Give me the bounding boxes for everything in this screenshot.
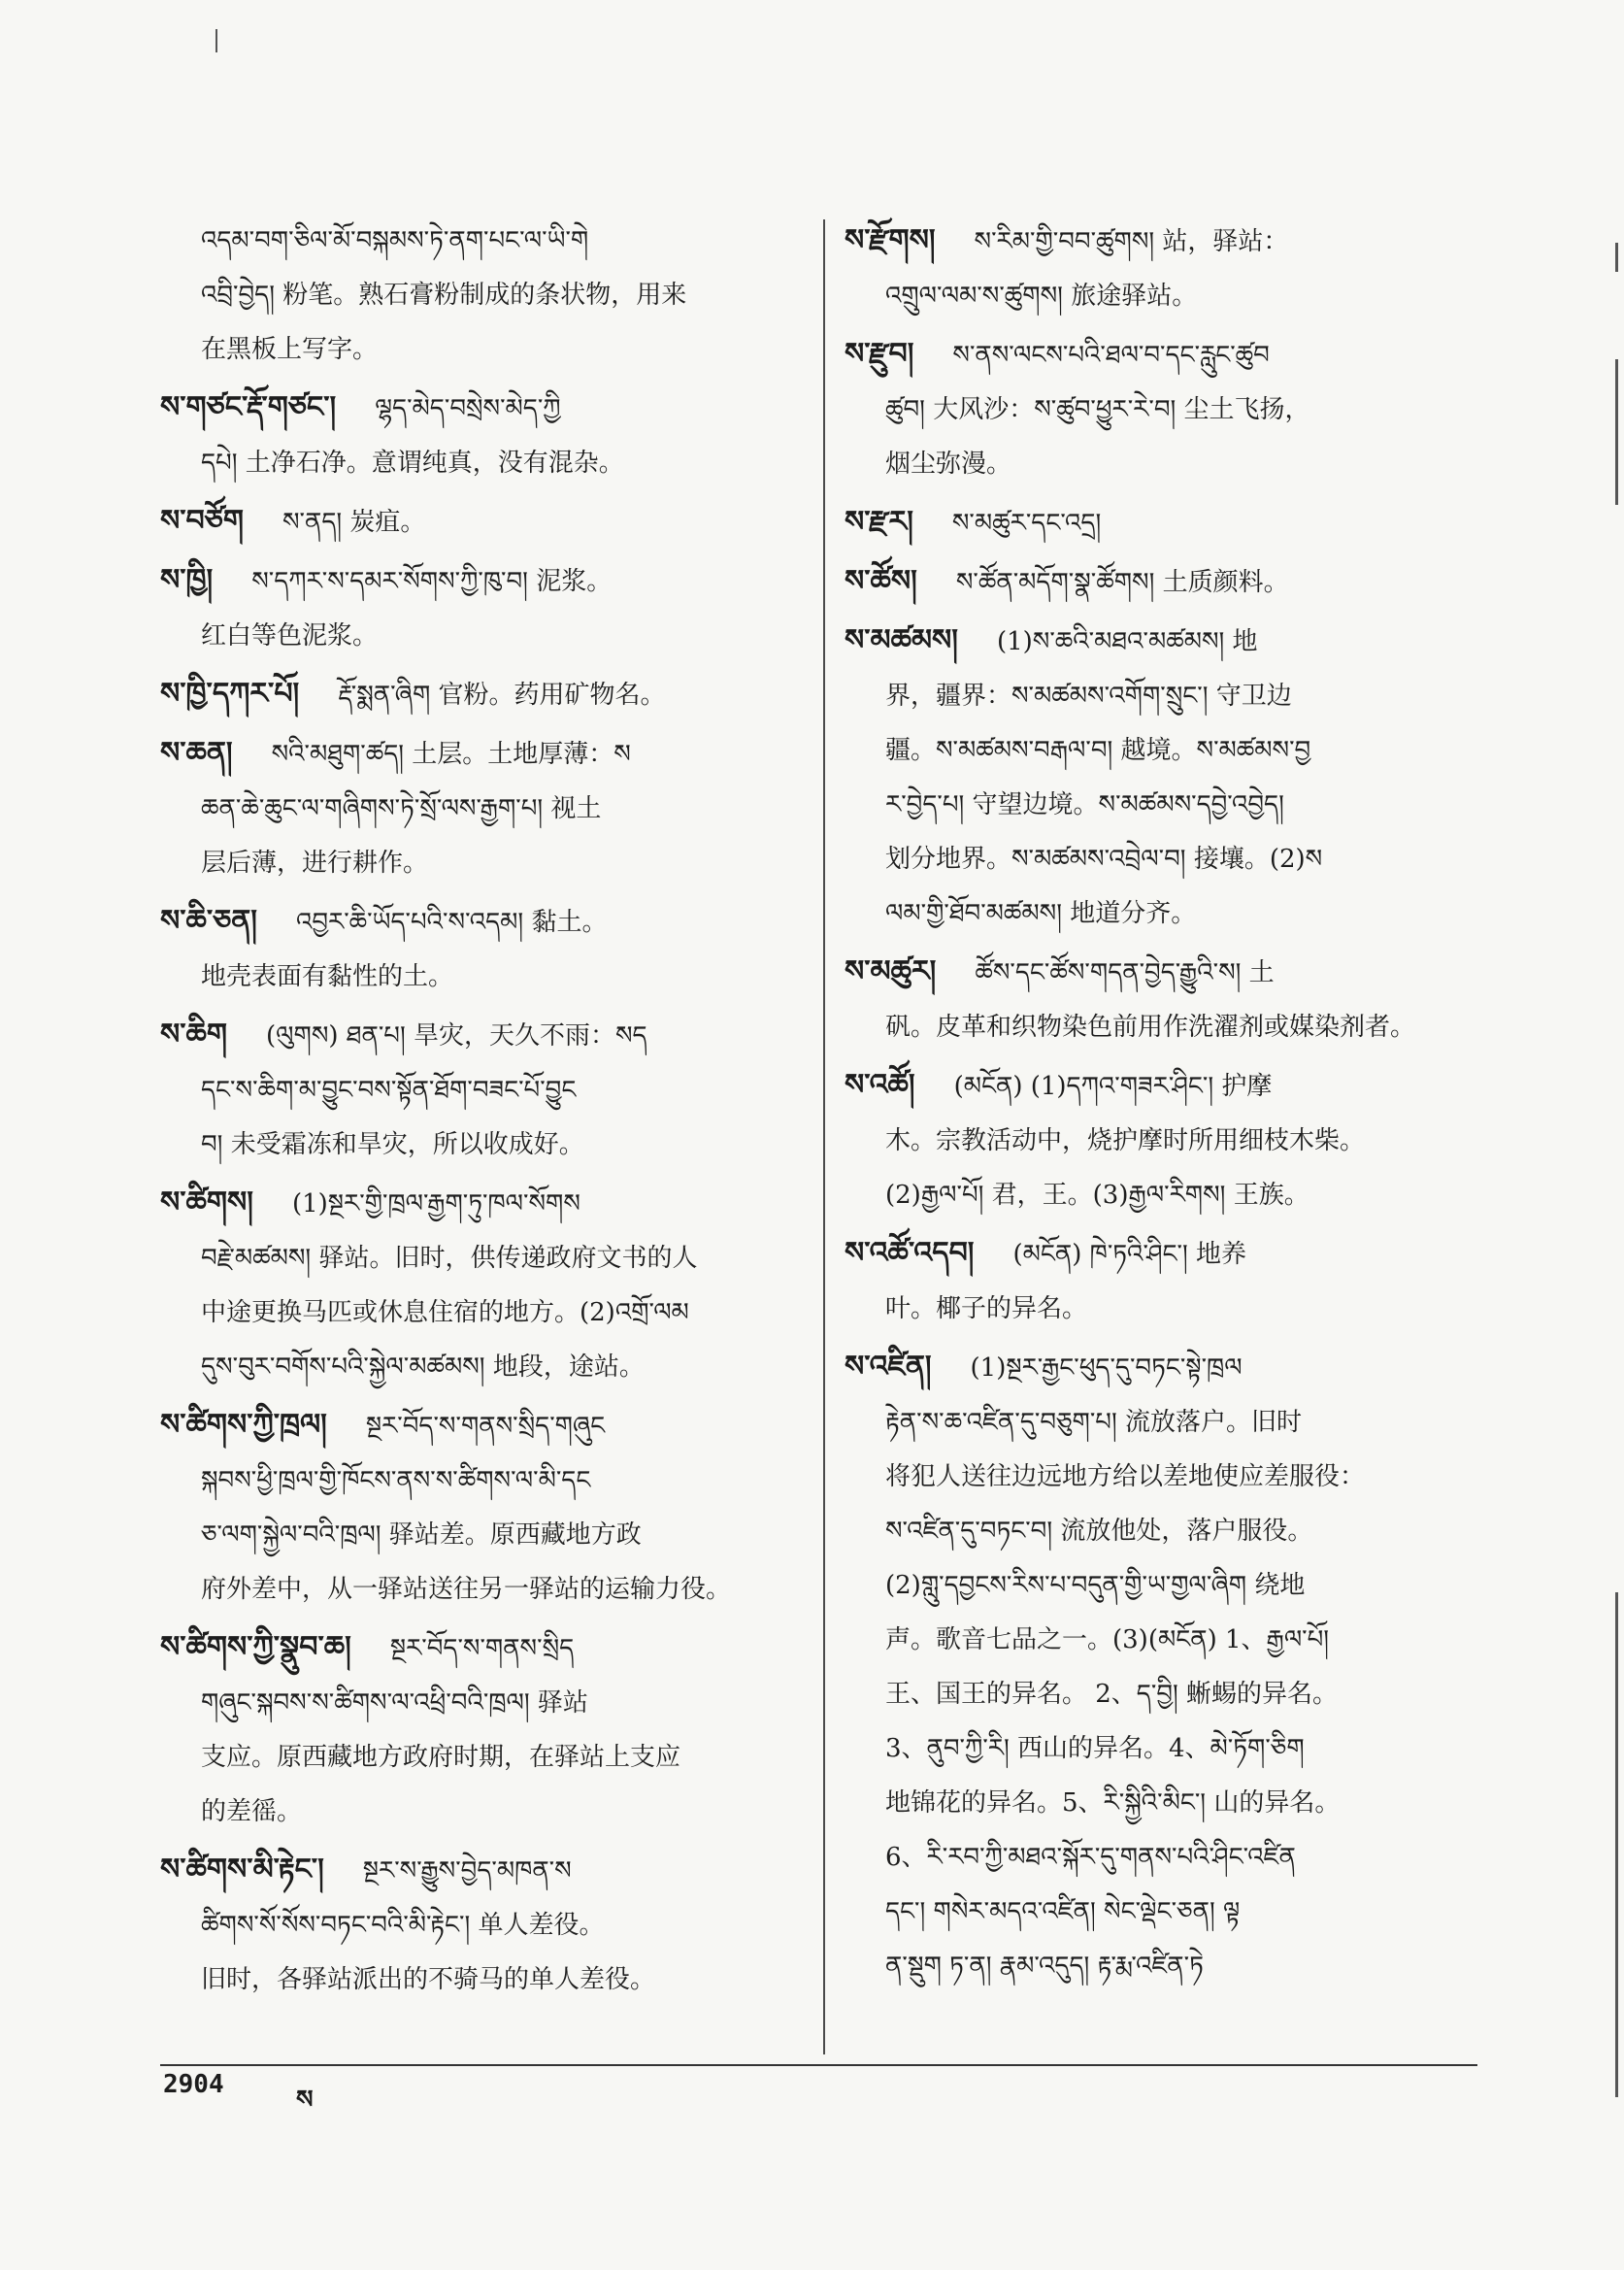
entry-first-line — [845, 214, 1477, 269]
entry-text: འདམ་བག་ཅིལ་མོ་བསྐམས་ཏེ་ནག་པང་ལ་ཡི་གེ — [201, 226, 589, 255]
entry-headword: ས་རྫུབ། — [845, 337, 914, 371]
entry-headword: ས་ཁྱི། — [160, 563, 214, 597]
entry-text: (2)གླུ་དབྱངས་རིས་པ་བདུན་གྱི་ཡ་གྱལ་ཞིག 绕地 — [885, 1571, 1306, 1600]
entry-text: ལྷད་མེད་བསྲེས་མེད་ཀྱི — [375, 394, 561, 423]
entry-first-line — [160, 667, 809, 722]
entry-first-line — [160, 494, 809, 550]
entry-text: (1)སྔར་གྱི་ཁྲལ་རྒྱག་ཏུ་ཁལ་སོགས — [291, 1189, 580, 1218]
dictionary-entry — [845, 554, 1477, 610]
entry-continuation-line — [845, 383, 1477, 437]
entry-continuation-line — [160, 1340, 809, 1394]
entry-text: 叶。椰子的异名。 — [885, 1294, 1088, 1323]
entry-continuation-line — [845, 1721, 1477, 1776]
entry-text: 烟尘弥漫。 — [885, 450, 1012, 479]
entry-first-line — [160, 381, 809, 436]
entry-text: 6、རི་རབ་ཀྱི་མཐའ་སྐོར་དུ་གནས་པའི་ཤིང་འཛིན — [885, 1843, 1296, 1872]
dictionary-entry — [160, 1008, 809, 1172]
dictionary-entry — [160, 726, 809, 890]
entry-text: དུས་བུར་བགོས་པའི་སྐྱེལ་མཚམས། 地段，途站。 — [201, 1352, 645, 1382]
entry-continuation-line — [160, 268, 809, 322]
entry-text: ན་སྡུག ཏ་ན། རྣམ་འདུད། རྟ་རྨ་འཛིན་ཏེ — [885, 1952, 1204, 1981]
entry-continuation-line — [845, 1114, 1477, 1168]
entry-headword: ས་ཆི་ཅན། — [160, 904, 257, 938]
entry-first-line — [845, 614, 1477, 669]
entry-text: 木。宗教活动中，烧护摩时所用细枝木柴。 — [885, 1126, 1366, 1155]
entry-text: 3、ནུབ་ཀྱི་རི། 西山的异名。4、མེ་ཏོག་ཅིག — [885, 1734, 1305, 1763]
entry-text: 划分地界。ས་མཚམས་འབྲེལ་བ། 接壤。(2)ས — [885, 845, 1323, 874]
dictionary-entry — [845, 1058, 1477, 1222]
entry-headword: ས་ཚིགས། — [160, 1185, 253, 1219]
entry-text: ཅ་ལག་སྐྱེལ་བའི་ཁྲལ། 驿站差。原西藏地方政 — [201, 1520, 642, 1550]
entry-first-line — [845, 327, 1477, 383]
entry-headword: ས་རྫོགས། — [845, 223, 936, 257]
entry-headword: ས་ཚིགས་ཀྱི་ཁྲལ། — [160, 1408, 327, 1442]
entry-continuation-line — [160, 1785, 809, 1839]
entry-headword: ས་འཛིན། — [845, 1350, 932, 1384]
entry-headword: ས་ཚོས། — [845, 564, 917, 598]
entry-text: 疆。ས་མཚམས་བརྒལ་བ། 越境。ས་མཚམས་བྱ — [885, 736, 1311, 765]
dictionary-entry — [160, 553, 809, 663]
entry-headword: ས་གཙང་རྡོ་གཙང་། — [160, 390, 337, 424]
entry-text: ས་ཚོན་མདོག་སྣ་ཚོགས། 土质颜料。 — [955, 568, 1289, 597]
entry-text: ཚིགས་སོ་སོས་བཏང་བའི་མི་རྟེང་། 单人差役。 — [201, 1911, 605, 1940]
dictionary-entry — [845, 1226, 1477, 1336]
entry-text: སྔར་བོད་ས་གནས་སྲིད — [389, 1634, 575, 1663]
entry-text: 层后薄，进行耕作。 — [201, 849, 429, 878]
entry-continuation-line — [845, 1830, 1477, 1885]
entry-text: རྟེན་ས་ཆ་འཛིན་དུ་བཅུག་པ། 流放落户。旧时 — [885, 1408, 1302, 1437]
dictionary-entry — [160, 667, 809, 722]
page-number: 2904 — [163, 2070, 224, 2099]
entry-continuation-line — [845, 778, 1477, 832]
entry-continuation-line — [845, 1613, 1477, 1667]
entry-text: 红白等色泥浆。 — [201, 621, 379, 651]
entry-continuation-line — [845, 1885, 1477, 1939]
entry-first-line — [845, 1058, 1477, 1114]
entry-first-line — [160, 726, 809, 782]
entry-continuation-line — [845, 1667, 1477, 1721]
entry-continuation-line — [160, 950, 809, 1004]
entry-continuation-line — [845, 1282, 1477, 1336]
entry-text: 王、国王的异名。 2、ད་བྱི། 蜥蜴的异名。 — [885, 1680, 1339, 1709]
dictionary-entry — [160, 214, 809, 377]
entry-first-line — [845, 554, 1477, 610]
entry-text: བརྗེ་མཚམས། 驿站。旧时，供传递政府文书的人 — [201, 1244, 698, 1273]
entry-continuation-line — [845, 886, 1477, 941]
entry-text: ཚུབ། 大风沙：ས་ཚུབ་ཕྱུར་རེ་བ། 尘土飞扬， — [885, 395, 1310, 424]
entry-continuation-line — [845, 723, 1477, 778]
entry-text: 矾。皮革和织物染色前用作洗濯剂或媒染剂者。 — [885, 1013, 1416, 1042]
entry-text: སྔར་ས་རྒྱུས་བྱེད་མཁན་ས — [362, 1856, 572, 1886]
entry-text: 将犯人送往边远地方给以差地使应差服役： — [885, 1462, 1366, 1491]
entry-continuation-line — [845, 269, 1477, 323]
entry-continuation-line — [160, 1453, 809, 1508]
entry-headword: ས་བཙོག — [160, 504, 244, 538]
entry-text: རྡོ་སྨན་ཞིག 官粉。药用矿物名。 — [338, 681, 666, 710]
entry-text: (1)ས་ཆའི་མཐའ་མཚམས། 地 — [996, 627, 1258, 656]
entry-continuation-line — [160, 1953, 809, 2007]
entry-text: ས་རིམ་གྱི་བབ་ཚུགས། 站，驿站： — [974, 227, 1289, 256]
entry-headword: ས་འཚོ། — [845, 1068, 915, 1102]
entry-text: 地壳表面有黏性的土。 — [201, 962, 454, 991]
entry-first-line — [160, 1620, 809, 1676]
dictionary-entry — [845, 214, 1477, 323]
entry-text: ལམ་གྱི་ཐོབ་མཚམས། 地道分齐。 — [885, 899, 1197, 928]
entry-continuation-line — [845, 1000, 1477, 1054]
entry-headword: ས་ཁྱི་དཀར་པོ། — [160, 677, 300, 711]
entry-continuation-line — [160, 1508, 809, 1562]
entry-text: (1)སྔར་རྒྱང་ཕུད་དུ་བཏང་སྟེ་ཁྲལ — [970, 1353, 1243, 1383]
entry-text: ས་ནས་ལངས་པའི་ཐལ་བ་དང་རླུང་ཚུབ — [952, 341, 1270, 370]
dictionary-entry — [160, 381, 809, 490]
entry-continuation-line — [160, 1063, 809, 1118]
entry-text: 地锦花的异名。5、རི་སྐྱིའི་མིང་། 山的异名。 — [885, 1788, 1341, 1818]
entry-continuation-line — [845, 1558, 1477, 1613]
entry-text: གཞུང་སྐབས་ས་ཚིགས་ལ་འཕྲི་བའི་ཁྲལ། 驿站 — [201, 1688, 588, 1718]
entry-continuation-line — [845, 1939, 1477, 1993]
entry-text: ར་བྱེད་པ། 守望边境。ས་མཚམས་དབྱེ་འབྱེད། — [885, 790, 1284, 819]
entry-text: 在黑板上写字。 — [201, 335, 379, 364]
entry-text: འབྲི་བྱེད། 粉笔。熟石膏粉制成的条状物，用来 — [201, 281, 687, 310]
dictionary-entry — [845, 614, 1477, 941]
entry-continuation-line — [160, 1118, 809, 1172]
entry-continuation-line — [845, 1504, 1477, 1558]
entry-text: ས་འཛིན་དུ་བཏང་བ། 流放他处，落户服役。 — [885, 1517, 1313, 1546]
entry-text: འབྱར་ཆི་ཡོད་པའི་ས་འདམ། 黏土。 — [295, 908, 608, 937]
dictionary-entry — [845, 1340, 1477, 1993]
entry-continuation-line — [160, 1730, 809, 1785]
entry-first-line — [845, 945, 1477, 1000]
entry-continuation-line — [845, 1168, 1477, 1222]
entry-continuation-line — [160, 782, 809, 836]
entry-headword: ས་ཆན། — [160, 736, 233, 770]
entry-text: 界，疆界：ས་མཚམས་འགོག་སྲུང་། 守卫边 — [885, 682, 1292, 711]
entry-text: 支应。原西藏地方政府时期，在驿站上支应 — [201, 1743, 681, 1772]
entry-headword: ས་རྫར། — [845, 505, 913, 539]
dictionary-entry — [160, 1176, 809, 1394]
top-tick-mark — [215, 29, 217, 52]
entry-headword: ས་ཚིགས་ཀྱི་སྣུབ་ཆ། — [160, 1630, 351, 1664]
right-column — [845, 214, 1477, 1997]
entry-text: སའི་མཐུག་ཚད། 土层。土地厚薄：ས — [271, 740, 631, 769]
entry-text: དཔེ། 土净石净。意谓纯真，没有混杂。 — [201, 449, 624, 478]
entry-text: ཚོས་དང་ཚོས་གདན་བྱེད་རྒྱུའི་ས། 土 — [975, 958, 1275, 987]
entry-continuation-line — [845, 669, 1477, 723]
entry-continuation-line — [845, 1395, 1477, 1450]
entry-text: 声。歌音七品之一。(3)(མངོན) 1、རྒྱལ་པོ། — [885, 1625, 1330, 1654]
entry-continuation-line — [160, 1676, 809, 1730]
entry-text: ཆན་ཆེ་ཆུང་ལ་གཞིགས་ཏེ་སྲོ་ལས་རྒྱག་པ། 视土 — [201, 794, 602, 823]
entry-text: སྔར་བོད་ས་གནས་སྲིད་གཞུང — [365, 1412, 606, 1441]
entry-first-line — [160, 1176, 809, 1231]
entry-text: སྐབས་ཕྱི་ཁྲལ་གྱི་ཁོངས་ནས་ས་ཚིགས་ལ་མི་དང — [201, 1466, 591, 1495]
entry-continuation-line — [845, 437, 1477, 491]
entry-first-line — [845, 495, 1477, 551]
dictionary-entry — [160, 1843, 809, 2007]
entry-headword: ས་འཚོ་འདབ། — [845, 1236, 975, 1270]
entry-continuation-line — [845, 832, 1477, 886]
entry-headword: ས་མཚམས། — [845, 623, 958, 657]
entry-text: (མངོན) (1)དཀའ་གཟར་ཤིང་། 护摩 — [953, 1072, 1273, 1101]
entry-first-line — [160, 1398, 809, 1453]
entry-text: ས་དཀར་ས་དམར་སོགས་ཀྱི་ཁུ་བ། 泥浆。 — [251, 567, 613, 596]
entry-continuation-line — [160, 1285, 809, 1340]
entry-text: (མངོན) ཁེ་ཏའི་ཤིང་། 地养 — [1012, 1240, 1247, 1269]
entry-first-line — [160, 1843, 809, 1898]
entry-continuation-line — [160, 836, 809, 890]
dictionary-entry — [160, 894, 809, 1004]
entry-text: 中途更换马匹或休息住宿的地方。(2)འགྲོ་ལམ — [201, 1298, 689, 1327]
entry-continuation-line — [845, 1776, 1477, 1830]
entry-first-line — [845, 1226, 1477, 1282]
entry-headword: ས་མཚུར། — [845, 954, 937, 988]
entry-text: (2)རྒྱལ་པོ། 君，王。(3)རྒྱལ་རིགས། 王族。 — [885, 1181, 1309, 1210]
entry-text: དང་ས་ཆིག་མ་བྱུང་བས་སྟོན་ཐོག་བཟང་པོ་བྱུང — [201, 1076, 577, 1105]
entry-first-line — [160, 1008, 809, 1063]
entry-text: (ལུགས) ཐན་པ། 旱灾，天久不雨：སད — [266, 1021, 647, 1051]
entry-text: 府外差中，从一驿站送往另一驿站的运输力役。 — [201, 1575, 732, 1604]
entry-text: 旧时，各驿站派出的不骑马的单人差役。 — [201, 1965, 656, 1994]
entry-text: བ། 未受霜冻和旱灾，所以收成好。 — [201, 1130, 584, 1159]
entry-text: ས་ནད། 炭疽。 — [282, 508, 426, 537]
left-column — [160, 214, 809, 2011]
edge-mark — [1615, 1592, 1618, 2097]
entry-continuation-line — [160, 1231, 809, 1285]
entry-continuation-line — [160, 1898, 809, 1953]
entry-headword: ས་ཚིགས་མི་རྟེང་། — [160, 1853, 324, 1886]
entry-continuation-line — [160, 436, 809, 490]
dictionary-entry — [845, 495, 1477, 551]
dictionary-entry — [845, 327, 1477, 491]
column-divider — [823, 219, 825, 2054]
page-letter: ས — [296, 2086, 314, 2115]
entry-first-line — [845, 1340, 1477, 1395]
dictionary-entry — [160, 494, 809, 550]
entry-continuation-line — [160, 1562, 809, 1617]
entry-continuation-line — [160, 609, 809, 663]
entry-text: ས་མཚུར་དང་འདྲ། — [951, 509, 1102, 538]
entry-first-line — [160, 214, 809, 268]
dictionary-entry — [160, 1620, 809, 1839]
dictionary-entry — [845, 945, 1477, 1054]
entry-headword: ས་ཆིག — [160, 1018, 228, 1052]
entry-first-line — [160, 553, 809, 609]
entry-continuation-line — [160, 322, 809, 377]
entry-continuation-line — [845, 1450, 1477, 1504]
dictionary-entry — [160, 1398, 809, 1617]
footer-rule — [160, 2064, 1477, 2066]
entry-text: 的差徭。 — [201, 1797, 303, 1826]
entry-text: འགྲུལ་ལམ་ས་ཚུགས། 旅途驿站。 — [885, 282, 1198, 311]
entry-first-line — [160, 894, 809, 950]
edge-mark — [1615, 243, 1618, 272]
edge-mark — [1615, 359, 1618, 505]
entry-text: དང་། གསེར་མདའ་འཛིན། སེང་ལྡེང་ཅན། ལྟ — [885, 1897, 1241, 1926]
